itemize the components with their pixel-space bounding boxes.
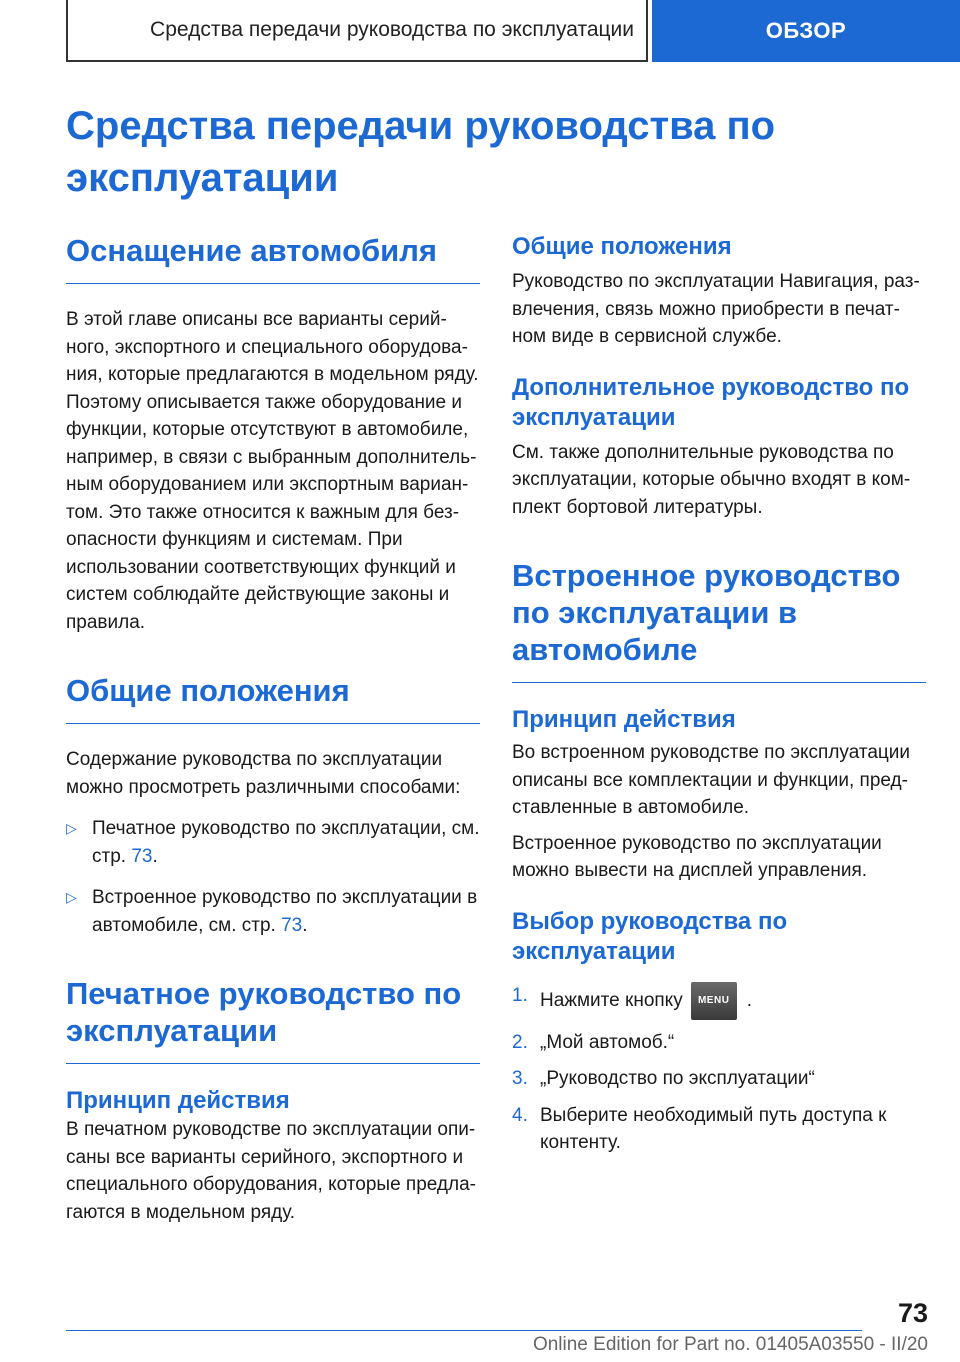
section-title-equipment: Оснащение автомобиля	[66, 232, 480, 284]
triangle-bullet-icon: ▷	[66, 820, 77, 836]
list-item	[512, 1065, 926, 1093]
step-text: Нажмите кнопку MENU .	[540, 982, 752, 1020]
subsection-title-additional: Дополнительное руководство по эксплуатации	[512, 373, 910, 431]
menu-button-icon[interactable]: MENU	[691, 982, 737, 1020]
subsection-title-principle: Принцип действия	[66, 1087, 290, 1114]
step-number: 2.	[512, 1031, 528, 1053]
subsection-text-principle-1: Во встроенном руководстве по эксплуатации описаны все комплектации и функции, представленные в автомобиле.	[512, 742, 911, 818]
list-item	[66, 815, 480, 870]
list-item	[66, 884, 480, 939]
subsection-text-general: Руководство по эксплуатации Навигация, развлечения, связь можно приобрести в печатном виде в сервисной службе.	[512, 271, 920, 347]
footer-divider	[66, 1330, 862, 1331]
left-column	[66, 232, 480, 1226]
page-number: 73	[897, 1298, 928, 1328]
step-text: „Мой автомоб.“	[540, 1031, 675, 1053]
bullet-text: Печатное руководство по эксплуатации, см. стр. 73.	[92, 818, 480, 867]
subsection-title-choice: Выбор руководства по эксплуатации	[512, 907, 788, 965]
list-item	[512, 982, 926, 1020]
section-text-general: Содержание руководства по эксплуатации можно просмотреть различными способами:	[66, 749, 461, 798]
header-chapter-title: Средства передачи руководства по эксплуатации	[66, 0, 648, 62]
right-column	[512, 232, 926, 1157]
section-text-equipment: В этой главе описаны все варианты серийного, экспортного и специального оборудования, которые предлагаются в модельном ряду. Поэтому описывается также оборудование и функции, которые отсутствуют в автомобиле, например, в связи с выбранным дополнительным оборудованием или экспортным вариантом. Это также относится к важным для безопасности функциям и системам. При использовании соответствующих функций и систем соблюдайте действующие законы и правила.	[66, 309, 479, 633]
step-number: 3.	[512, 1068, 528, 1089]
footer-edition: Online Edition for Part no. 01405A03550 - II/20	[532, 1334, 928, 1355]
step-number: 4.	[512, 1104, 528, 1126]
subsection-text-principle-2: Встроенное руководство по эксплуатации можно вывести на дисплей управления.	[512, 832, 882, 881]
subsection-title-general: Общие положения	[512, 233, 732, 260]
subsection-text-principle: В печатном руководстве по эксплуатации описаны все варианты серийного, экспортного и специального оборудования, которые предлагаются в модельном ряду.	[66, 1119, 476, 1223]
subsection-title-principle-builtin: Принцип действия	[512, 706, 736, 733]
triangle-bullet-icon: ▷	[66, 889, 77, 905]
subsection-text-additional: См. также дополнительные руководства по эксплуатации, которые обычно входят в комплект бортовой литературы.	[512, 441, 911, 518]
step-text: „Руководство по эксплуатации“	[540, 1068, 815, 1089]
page-title: Средства передачи руководства по эксплуатации	[66, 104, 776, 200]
step-text: Выберите необходимый путь доступа к контенту.	[540, 1104, 887, 1153]
section-title-printed-manual: Печатное руководство по эксплуатации	[66, 975, 480, 1064]
page-link[interactable]: 73	[281, 914, 303, 936]
list-item	[512, 1102, 926, 1157]
bullet-text: Встроенное руководство по эксплуатации в автомобиле, см. стр. 73.	[92, 887, 478, 936]
page-link[interactable]: 73	[131, 845, 153, 867]
page-header	[66, 0, 960, 64]
list-item	[512, 1029, 926, 1057]
section-title-general: Общие положения	[66, 672, 480, 724]
step-number: 1.	[512, 984, 528, 1006]
section-title-builtin-manual: Встроенное руководство по эксплуатации в автомобиле	[512, 557, 926, 683]
header-section-tab[interactable]: ОБЗОР	[652, 0, 960, 62]
